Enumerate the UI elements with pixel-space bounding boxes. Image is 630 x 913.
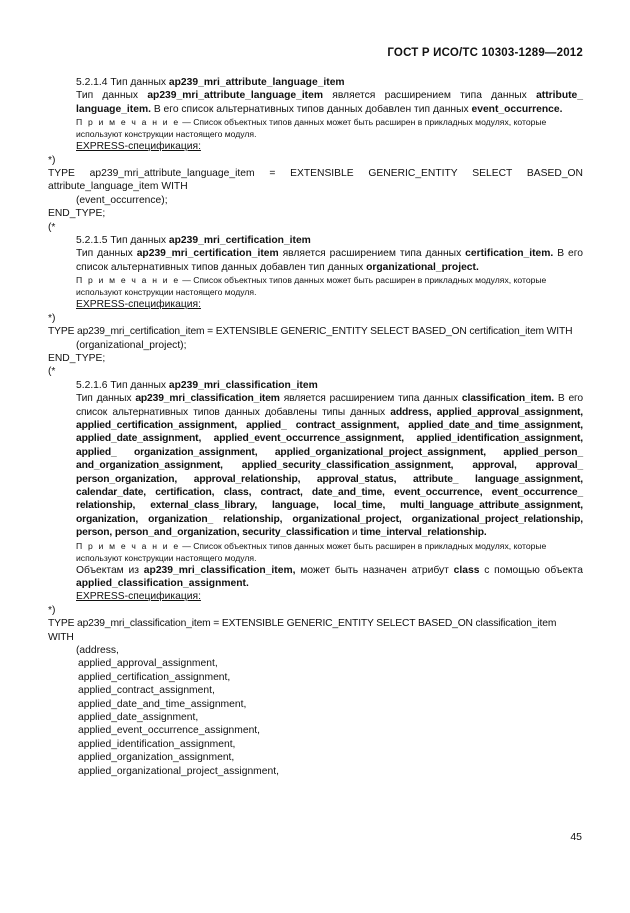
document-header: ГОСТ Р ИСО/ТС 10303-1289—2012 [387, 47, 583, 59]
section-attribute-language-item [48, 76, 583, 234]
express-label: EXPRESS-спецификация: [76, 141, 201, 153]
section-description: Тип данных ap239_mri_certification_item является расширением типа данных certification_item. В его список альтернативных типов данных добавлен тип данных organizational_project. [76, 248, 583, 273]
code-line: applied_certification_assignment, [78, 671, 231, 683]
code-line: (* [48, 221, 56, 233]
section-description: Тип данных ap239_mri_attribute_language_item является расширением типа данных attribute_ language_item. В его список альтернативных типов данных добавлен тип данных event_occurrence. [76, 90, 583, 115]
code-line: TYPE ap239_mri_attribute_language_item = EXTENSIBLE GENERIC_ENTITY SELECT BASED_ON attribute_language_item WITH [48, 168, 583, 193]
code-line: applied_contract_assignment, [78, 685, 215, 697]
section-certification-item [48, 234, 583, 379]
code-line: applied_date_and_time_assignment, [78, 698, 247, 710]
code-line: (address, [76, 645, 119, 657]
code-line: *) [48, 312, 56, 324]
code-line: TYPE ap239_mri_classification_item = EXTENSIBLE GENERIC_ENTITY SELECT BASED_ON classification_item WITH [48, 618, 557, 643]
note: П р и м е ч а н и е — Список объектных типов данных может быть расширен в прикладных модулях, которые используют конструкции настоящего модуля. [76, 540, 547, 563]
code-line: applied_organization_assignment, [78, 752, 235, 764]
section-heading: 5.2.1.4 Тип данных ap239_mri_attribute_language_item [76, 77, 345, 88]
document-body [48, 76, 583, 778]
note: П р и м е ч а н и е — Список объектных типов данных может быть расширен в прикладных модулях, которые используют конструкции настоящего модуля. [76, 117, 547, 140]
code-line: END_TYPE; [48, 208, 106, 220]
code-line: END_TYPE; [48, 352, 106, 364]
code-line: TYPE ap239_mri_certification_item = EXTENSIBLE GENERIC_ENTITY SELECT BASED_ON certification_item WITH [48, 326, 573, 338]
class-assignment-text: Объектам из ap239_mri_classification_item, может быть назначен атрибут class с помощью объекта applied_classification_assignment. [76, 564, 584, 589]
code-line: (event_occurrence); [76, 194, 168, 206]
code-line: applied_event_occurrence_assignment, [78, 725, 261, 737]
code-line: (* [48, 366, 56, 378]
section-heading: 5.2.1.5 Тип данных ap239_mri_certification_item [76, 235, 311, 247]
code-line: applied_approval_assignment, [78, 658, 218, 670]
express-label: EXPRESS-спецификация: [76, 591, 201, 603]
section-description: Тип данных ap239_mri_classification_item является расширением типа данных classification_item. В его список альтернативных типов данных добавлены типы данных address, applied_approval_assignment, applied_certification_assignment, applied_ contract_assignment, applied_date_and_time_assignment, applied_date_assignment, applied_event_occurrence_assignment, applied_identification_assignment, applied_ organization_assignment, applied_organizational_project_assignment, applied_person_ and_organization_assignment, applied_security_classification_assignment, approval, approval_ person_organization, approval_relationship, approval_status, attribute_ language_assignment, calendar_date, certification, class, contract, date_and_time, event_occurrence, event_occurrence_ relationship, external_class_library, language, local_time, multi_language_attribute_assignment, organization, organization_ relationship, organizational_project, organizational_project_relationship, person, person_and_organization, security_classification и time_interval_relationship. [76, 393, 583, 539]
code-line: *) [48, 604, 56, 616]
section-classification-item [48, 379, 583, 778]
code-line: (organizational_project); [76, 339, 187, 351]
code-line: *) [48, 154, 56, 166]
code-line: applied_organizational_project_assignment, [78, 765, 279, 777]
code-line: applied_identification_assignment, [78, 738, 236, 750]
note: П р и м е ч а н и е — Список объектных типов данных может быть расширен в прикладных модулях, которые используют конструкции настоящего модуля. [76, 275, 547, 298]
page-number: 45 [570, 831, 582, 843]
section-heading: 5.2.1.6 Тип данных ap239_mri_classification_item [76, 379, 318, 391]
code-line: applied_date_assignment, [78, 712, 199, 724]
express-label: EXPRESS-спецификация: [76, 299, 201, 311]
